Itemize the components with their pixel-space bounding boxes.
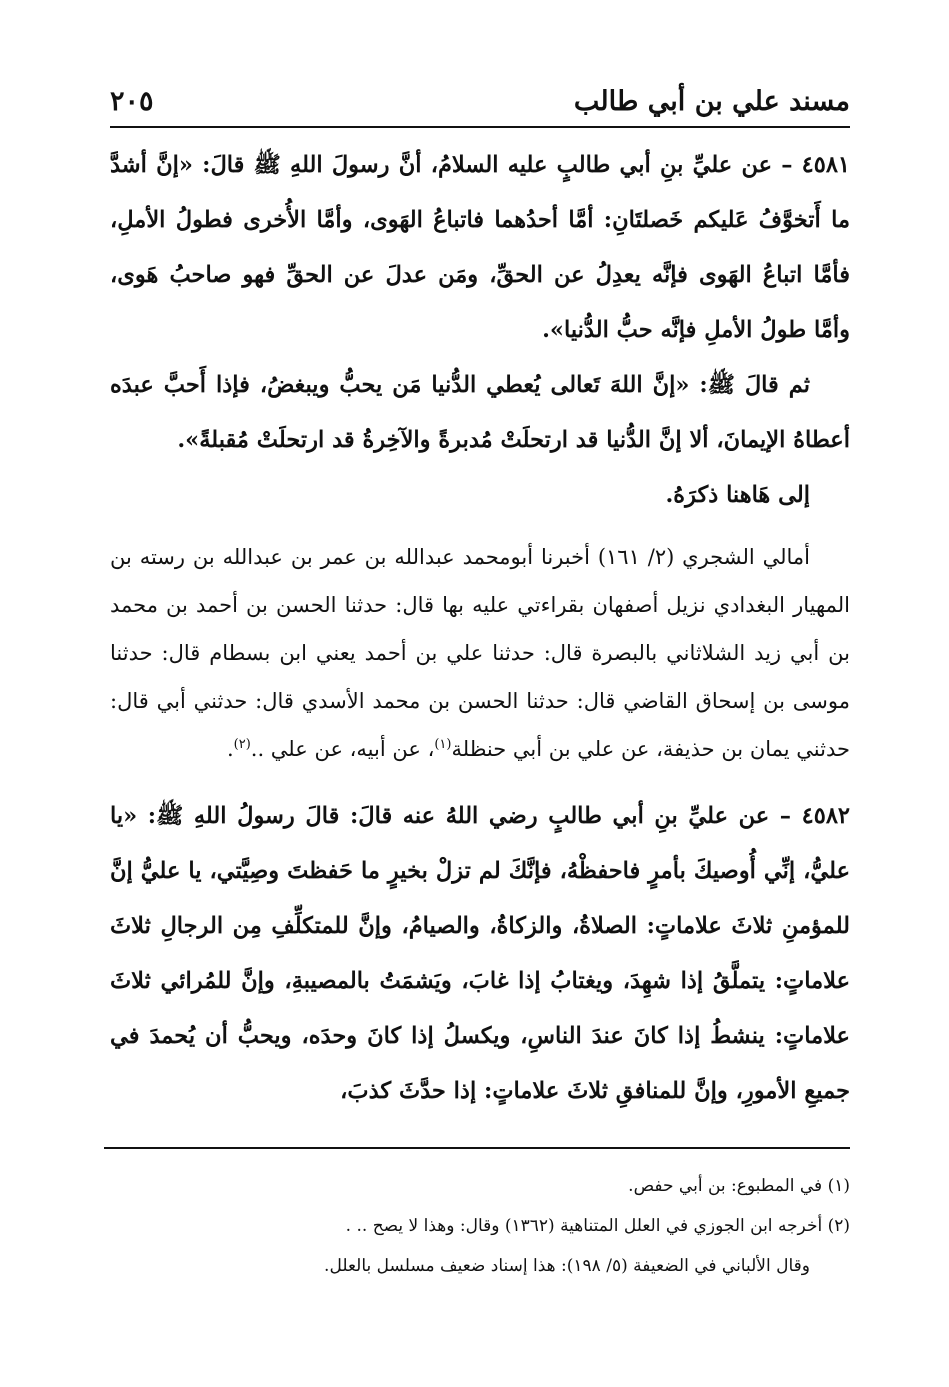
main-text xyxy=(110,138,850,1119)
footnote-2-continuation: وقال الألباني في الضعيفة (٥/ ١٩٨): هذا إسناد ضعيف مسلسل بالعلل. xyxy=(324,1256,810,1276)
hadith-4581-end: إلى هَاهنا ذكرَهُ. xyxy=(665,482,810,508)
hadith-4581-continuation: ثم قالَ ﷺ: «إنَّ اللهَ تَعالى يُعطي الدُّنيا مَن يحبُّ ويبغضُ، فإذا أَحبَّ عبدَه أعطاهُ الإيمانَ، ألا إنَّ الدُّنيا قد ارتحلَتْ مُدبرةً والآخِرةُ قد ارتحلَتْ مُقبلةً». xyxy=(110,372,850,453)
footnotes xyxy=(110,1166,850,1286)
hadith-4581: ٤٥٨١ – عن عليِّ بنِ أبي طالبٍ عليه السلامُ، أنَّ رسولَ اللهِ ﷺ قالَ: «إنَّ أشدَّ ما أَتخوَّفُ عَليكم خَصلتَانِ: أمَّا أحدُهما فاتباعُ الهَوى، وأمَّا الأُخرى فطولُ الأملِ، فأمَّا اتباعُ الهَوى فإنَّه يعدِلُ عن الحقِّ، ومَن عدلَ عن الحقِّ فهو صاحبُ هَوى، وأمَّا طولُ الأملِ فإنَّه حبُّ الدُّنيا». xyxy=(110,152,850,343)
spacer xyxy=(110,523,850,533)
footnote-ref-2[interactable]: (٢) xyxy=(233,737,251,752)
source-text-end: . xyxy=(226,737,234,761)
footnote-2: (٢) أخرجه ابن الجوزي في العلل المتناهية (١٣٦٢) وقال: وهذا لا يصح .. . xyxy=(345,1216,850,1236)
source-text-2: ، عن أبيه، عن علي .. xyxy=(250,737,435,761)
footnote-divider xyxy=(104,1147,850,1149)
spacer xyxy=(110,773,850,789)
running-header xyxy=(110,82,850,128)
page-number: ٢٠٥ xyxy=(110,86,154,117)
book-page xyxy=(110,82,850,1302)
source-text: أمالي الشجري (٢/ ١٦١) أخبرنا أبومحمد عبدالله بن عمر بن عبدالله بن رسته بن المهيار البغدادي نزيل أصفهان بقراءتي عليه بها قال: حدثنا الحسن بن أحمد بن محمد بن أبي زيد الشلاثاني بالبصرة قال: حدثنا علي بن أحمد يعني ابن بسطام قال: حدثنا موسى بن إسحاق القاضي قال: حدثنا الحسن بن محمد الأسدي قال: حدثني أبي قال: حدثني يمان بن حذيفة، عن علي بن أبي حنظلة xyxy=(110,545,850,761)
source-citation xyxy=(110,533,850,773)
footnote-1: (١) في المطبوع: بن أبي حفص. xyxy=(628,1176,850,1196)
footnote-ref-1[interactable]: (١) xyxy=(434,737,452,752)
running-title: مسند علي بن أبي طالب xyxy=(573,86,850,117)
hadith-4582: ٤٥٨٢ – عن عليِّ بنِ أبي طالبٍ رضي اللهُ عنه قالَ: قالَ رسولُ اللهِ ﷺ: «يا عليُّ، إنِّي أُوصيكَ بأمرٍ فاحفظْهُ، فإنَّكَ لم تزلْ بخيرٍ ما حَفظتَ وصِيَّتي، يا عليُّ إنَّ للمؤمنِ ثلاثَ علاماتٍ: الصلاةُ، والزكاةُ، والصيامُ، وإنَّ للمتكلِّفِ مِن الرجالِ ثلاثَ علاماتٍ: يتملَّقُ إذا شهِدَ، ويغتابُ إذا غابَ، ويَشمَتُ بالمصيبةِ، وإنَّ للمُرائي ثلاثَ علاماتٍ: ينشطُ إذا كانَ عندَ الناسِ، ويكسلُ إذا كانَ وحدَه، ويحبُّ أن يُحمدَ في جميعِ الأمورِ، وإنَّ للمنافقِ ثلاثَ علاماتٍ: إذا حدَّثَ كذبَ، xyxy=(110,803,850,1104)
